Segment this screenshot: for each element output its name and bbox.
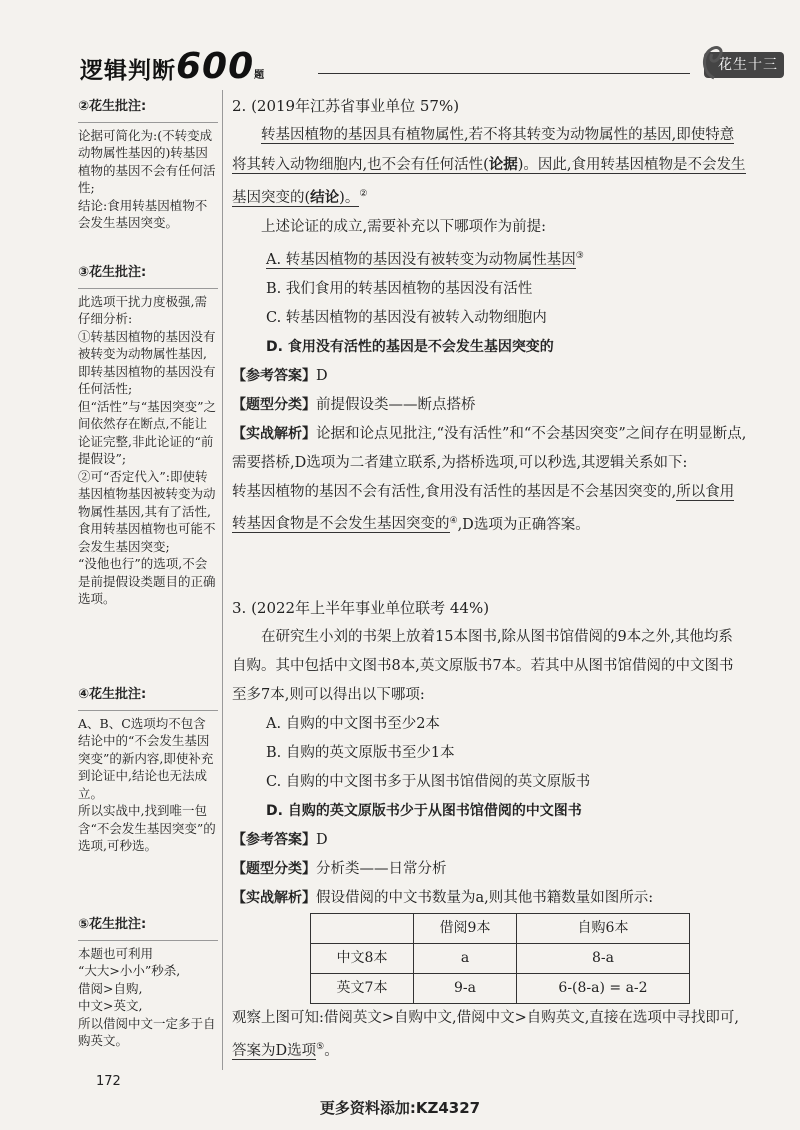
option-b: B. 我们食用的转基因植物的基因没有活性 xyxy=(266,280,533,297)
question-heading: 2. (2019年江苏省事业单位 57%) xyxy=(232,97,460,115)
note-title: ③花生批注: xyxy=(78,265,147,280)
note-5 xyxy=(78,916,218,1050)
answer-line: 【参考答案】D xyxy=(232,832,328,848)
option-d: D. 食用没有活性的基因是不会发生基因突变的 xyxy=(266,338,554,355)
option-a: A. 自购的中文图书至少2本 xyxy=(266,716,440,732)
table-cell: 英文7本 xyxy=(311,974,414,1004)
note-body: 论据可简化为:(不转变成动物属性基因的)转基因植物的基因不会有任何活性; 结论:食用转基因植物不会发生基因突变。 xyxy=(78,122,218,232)
page-header xyxy=(60,40,778,88)
book-count-table xyxy=(310,913,690,1004)
note-title: ④花生批注: xyxy=(78,687,147,702)
option-a: A. 转基因植物的基因没有被转变为动物属性基因③ xyxy=(266,250,584,268)
table-cell: 8-a xyxy=(517,944,690,974)
column-divider xyxy=(222,90,223,1070)
brand-logo xyxy=(696,42,788,82)
note-body: A、B、C选项均不包含结论中的“不会发生基因突变”的新内容,即使补充到论证中,结论也无法成立。 所以实战中,找到唯一包含“不会发生基因突变”的选项,可秒选。 xyxy=(78,710,218,855)
type-line: 【题型分类】分析类——日常分析 xyxy=(232,861,447,877)
question-2 xyxy=(232,92,747,539)
option-c: C. 转基因植物的基因没有被转入动物细胞内 xyxy=(266,309,547,326)
option-c: C. 自购的中文图书多于从图书馆借阅的英文原版书 xyxy=(266,774,591,790)
book-title xyxy=(80,46,265,87)
question-stem: 转基因植物的基因具有植物属性,若不将其转变为动物属性的基因,即使特意将其转入动物细胞内,也不会有任何活性(论据)。因此,食用转基因植物是不会发生基因突变的(结论)。② xyxy=(232,127,746,206)
table-cell: a xyxy=(414,944,517,974)
note-body: 此选项干扰力度极强,需仔细分析: ①转基因植物的基因没有被转变为动物属性基因,即转基因植物的基因没有任何活性; 但“活性”与“基因突变”之间依然存在断点,不能让论证完整,非此论证的“前提假设”; ②可“否定代入”:即使转基因植物基因被转变为动物属性基因,其有了活性,食用转基因植物也可能不会发生基因突变; “没他也行”的选项,不会是前提假设类题目的正确选项。 xyxy=(78,288,218,608)
table-cell: 6-(8-a) = a-2 xyxy=(517,974,690,1004)
annotation-marker: ② xyxy=(359,189,368,199)
note-title: ②花生批注: xyxy=(78,99,147,114)
table-cell: 中文8本 xyxy=(311,944,414,974)
logic-chain: 转基因植物的基因不会有活性,食用没有活性的基因是不会基因突变的,所以食用转基因食物是不会发生基因突变的④,D选项为正确答案。 xyxy=(232,483,735,533)
option-b: B. 自购的英文原版书至少1本 xyxy=(266,745,455,761)
question-stem: 在研究生小刘的书架上放着15本图书,除从图书馆借阅的9本之外,其他均系自购。其中包括中文图书8本,英文原版书7本。若其中从图书馆借阅的中文图书至多7本,则可以得出以下哪项: xyxy=(232,629,734,703)
question-prompt: 上述论证的成立,需要补充以下哪项作为前提: xyxy=(261,218,546,235)
header-rule xyxy=(318,73,690,74)
note-4 xyxy=(78,686,218,855)
analysis-line: 【实战解析】假设借阅的中文书数量为a,则其他书籍数量如图所示: xyxy=(232,890,654,906)
option-d: D. 自购的英文原版书少于从图书馆借阅的中文图书 xyxy=(266,803,582,819)
footer-watermark: 更多资料添加:KZ4327 xyxy=(319,1099,481,1117)
table-row xyxy=(311,944,690,974)
table-cell: 自购6本 xyxy=(517,914,690,944)
book-title-number: 600 xyxy=(176,46,255,87)
type-line: 【题型分类】前提假设类——断点搭桥 xyxy=(232,396,476,413)
table-cell: 借阅9本 xyxy=(414,914,517,944)
note-2 xyxy=(78,98,218,232)
brand-name: 花生十三 xyxy=(704,52,784,78)
book-title-suffix: 题 xyxy=(254,70,266,81)
answer-line: 【参考答案】D xyxy=(232,367,328,384)
annotation-marker: ④ xyxy=(449,515,458,526)
book-title-text: 逻辑判断 xyxy=(80,58,176,84)
question-heading: 3. (2022年上半年事业单位联考 44%) xyxy=(232,599,490,617)
table-header-row xyxy=(311,914,690,944)
note-title: ⑤花生批注: xyxy=(78,917,147,932)
annotation-marker: ③ xyxy=(575,250,584,261)
brand-swirl-icon xyxy=(696,42,730,82)
table-row xyxy=(311,974,690,1004)
analysis-line: 【实战解析】论据和论点见批注,“没有活性”和“不会基因突变”之间存在明显断点,需要搭桥,D选项为二者建立联系,为搭桥选项,可以秒选,其逻辑关系如下: xyxy=(232,425,747,471)
table-cell: 9-a xyxy=(414,974,517,1004)
conclusion: 观察上图可知:借阅英文>自购中文,借阅中文>自购英文,直接在选项中寻找即可,答案为D选项⑤。 xyxy=(232,1010,740,1059)
page-number: 172 xyxy=(96,1074,121,1089)
question-3 xyxy=(232,594,747,1066)
note-3 xyxy=(78,264,218,608)
table-cell xyxy=(311,914,414,944)
note-body: 本题也可利用 “大大>小小”秒杀, 借阅>自购, 中文>英文, 所以借阅中文一定多于自购英文。 xyxy=(78,940,218,1050)
annotation-marker: ⑤ xyxy=(316,1042,325,1052)
